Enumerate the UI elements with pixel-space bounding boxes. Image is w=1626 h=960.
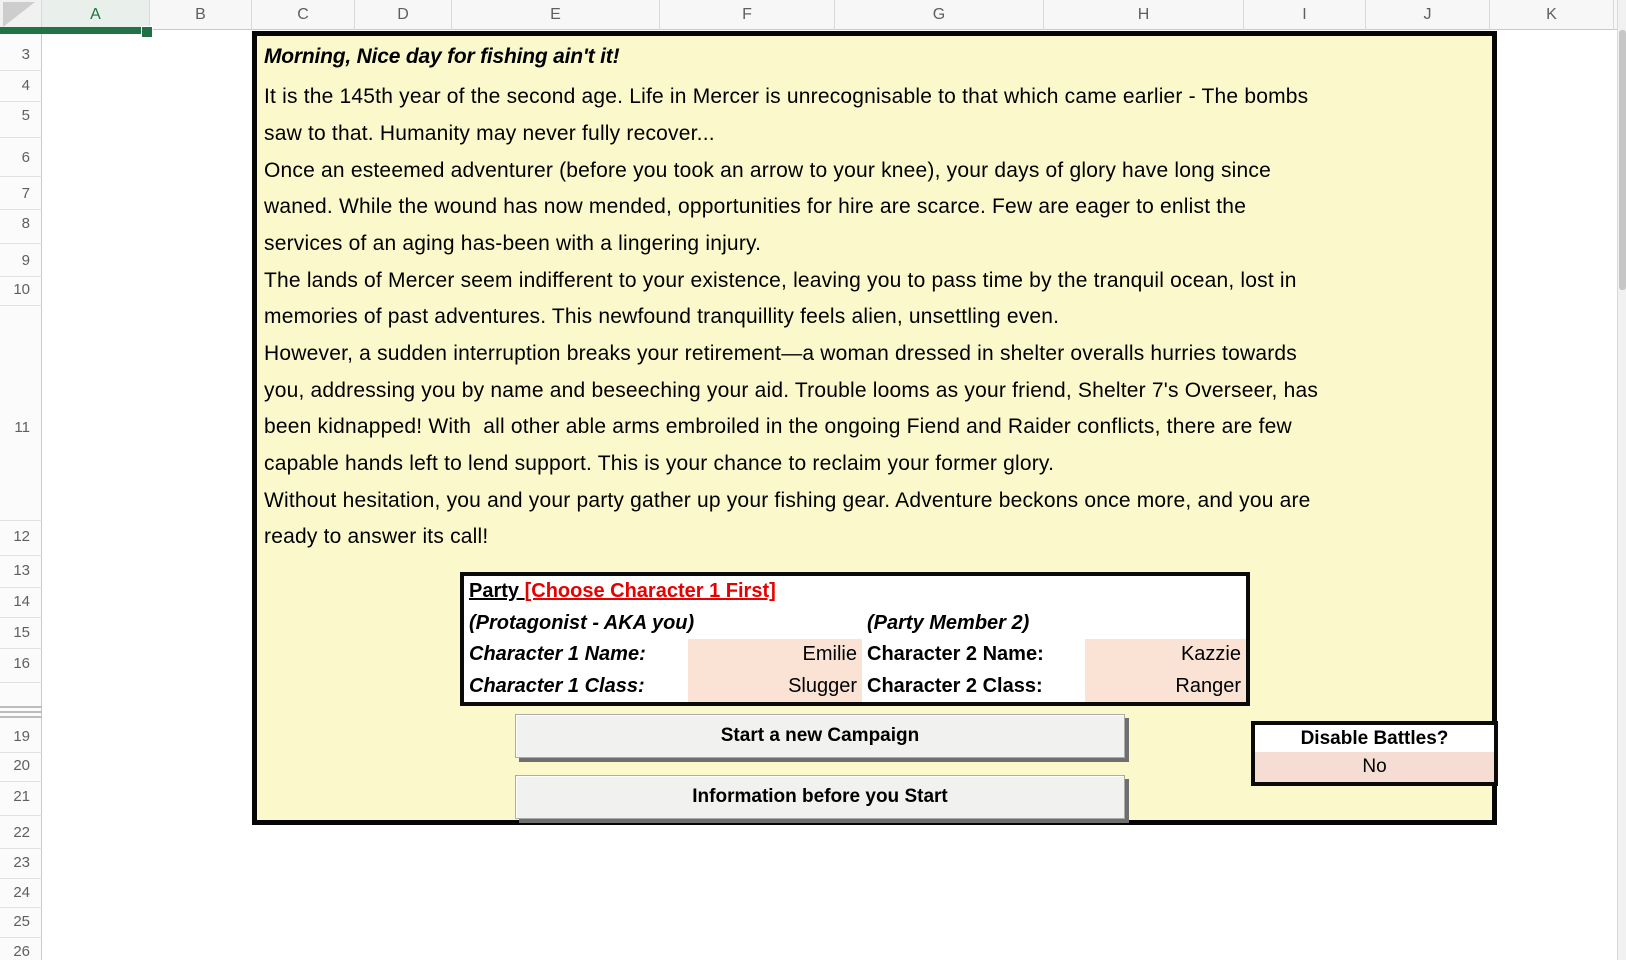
row-header-22[interactable]: 22 — [13, 824, 30, 841]
party-box — [460, 572, 1250, 706]
row-header-16[interactable]: 16 — [13, 655, 30, 672]
row-header-7[interactable]: 7 — [21, 185, 30, 202]
character-1-name-label: Character 1 Name: — [469, 643, 646, 665]
vertical-scrollbar[interactable] — [1617, 0, 1626, 960]
row-header-4[interactable]: 4 — [21, 77, 30, 94]
row-header-21[interactable]: 21 — [13, 788, 30, 805]
row-header-10[interactable]: 10 — [13, 281, 30, 298]
row-header-15[interactable]: 15 — [13, 624, 30, 641]
story-line: you, addressing you by name and beseeching your aid. Trouble looms as your friend, Shelter 7's Overseer, has — [264, 379, 1319, 402]
character-1-class-label: Character 1 Class: — [469, 674, 645, 697]
character-1-name-cell[interactable]: Emilie — [688, 639, 862, 671]
row-header-14[interactable]: 14 — [13, 593, 30, 610]
row-header-3[interactable]: 3 — [21, 46, 30, 63]
selection-handle[interactable] — [141, 26, 153, 38]
row-header-25[interactable]: 25 — [13, 913, 30, 930]
party-label: Party — [469, 580, 525, 602]
row-header-12[interactable]: 12 — [13, 528, 30, 545]
row-header-11[interactable]: 11 — [14, 419, 30, 436]
story-line: memories of past adventures. This newfound tranquillity feels alien, unsettling even. — [264, 305, 1060, 328]
character-2-class-cell[interactable]: Ranger — [1085, 671, 1246, 703]
row-header-8[interactable]: 8 — [21, 215, 30, 232]
column-header-c[interactable]: C — [252, 0, 355, 30]
disable-battles-label: Disable Battles? — [1255, 725, 1494, 752]
column-header-i[interactable]: I — [1244, 0, 1366, 30]
story-line: waned. While the wound has now mended, opportunities for hire are scarce. Few are eager to enlist the — [264, 195, 1247, 218]
story-line: The lands of Mercer seem indifferent to your existence, leaving you to pass time by the tranquil ocean, lost in — [264, 269, 1297, 292]
select-all-corner[interactable] — [0, 0, 42, 30]
party-header — [464, 576, 1246, 608]
story-line: capable hands left to lend support. This is your chance to reclaim your former glory. — [264, 452, 1055, 475]
column-header-k[interactable]: K — [1490, 0, 1614, 30]
column-header-e[interactable]: E — [452, 0, 660, 30]
row-header-column — [0, 30, 42, 960]
column-header-d[interactable]: D — [355, 0, 452, 30]
information-button[interactable]: Information before you Start — [515, 775, 1125, 819]
row-header-6[interactable]: 6 — [21, 149, 30, 166]
row-header-26[interactable]: 26 — [13, 943, 30, 960]
row-header-20[interactable]: 20 — [13, 757, 30, 774]
scrollbar-thumb[interactable] — [1619, 30, 1626, 290]
story-panel — [252, 31, 1497, 825]
row-header-5[interactable]: 5 — [21, 107, 30, 124]
story-line: It is the 145th year of the second age. Life in Mercer is unrecognisable to that which came earlier - The bombs — [264, 85, 1309, 108]
story-line: saw to that. Humanity may never fully recover... — [264, 122, 715, 145]
column-header-g[interactable]: G — [835, 0, 1044, 30]
choose-character-first-note: [Choose Character 1 First] — [524, 580, 776, 602]
column-header-b[interactable]: B — [150, 0, 252, 30]
story-line: Without hesitation, you and your party gather up your fishing gear. Adventure beckons once more, and you are — [264, 489, 1311, 512]
column-header-j[interactable]: J — [1366, 0, 1490, 30]
character-2-name-label: Character 2 Name: — [867, 643, 1044, 665]
story-title: Morning, Nice day for fishing ain't it! — [264, 45, 620, 68]
story-line: Once an esteemed adventurer (before you took an arrow to your knee), your days of glory have long since — [264, 159, 1271, 182]
column-header-h[interactable]: H — [1044, 0, 1244, 30]
disable-battles-value-cell[interactable]: No — [1255, 752, 1494, 782]
character-1-class-cell[interactable]: Slugger — [688, 671, 862, 703]
disable-battles-box — [1251, 721, 1498, 786]
row-header-13[interactable]: 13 — [13, 562, 30, 579]
select-all-triangle-icon — [3, 2, 35, 27]
story-line: services of an aging has-been with a lingering injury. — [264, 232, 762, 255]
story-line: However, a sudden interruption breaks your retirement—a woman dressed in shelter overalls hurries towards — [264, 342, 1297, 365]
column-header-f[interactable]: F — [660, 0, 835, 30]
start-campaign-button[interactable]: Start a new Campaign — [515, 714, 1125, 758]
character-2-class-label: Character 2 Class: — [867, 674, 1043, 697]
hidden-rows-indicator — [0, 706, 42, 708]
row-header-23[interactable]: 23 — [13, 854, 30, 871]
row-header-19[interactable]: 19 — [13, 728, 30, 745]
story-line: ready to answer its call! — [264, 525, 489, 548]
protagonist-subtitle: (Protagonist - AKA you) — [469, 611, 695, 634]
column-header-bar — [0, 0, 1626, 30]
story-line: been kidnapped! With all other able arms embroiled in the ongoing Fiend and Raider conflicts, there are few — [264, 415, 1292, 438]
selected-column-underline — [0, 27, 150, 34]
column-header-a[interactable]: A — [42, 0, 150, 30]
character-2-name-cell[interactable]: Kazzie — [1085, 639, 1246, 671]
row-header-24[interactable]: 24 — [13, 884, 30, 901]
row-header-9[interactable]: 9 — [21, 252, 30, 269]
party-member-2-subtitle: (Party Member 2) — [867, 611, 1030, 634]
